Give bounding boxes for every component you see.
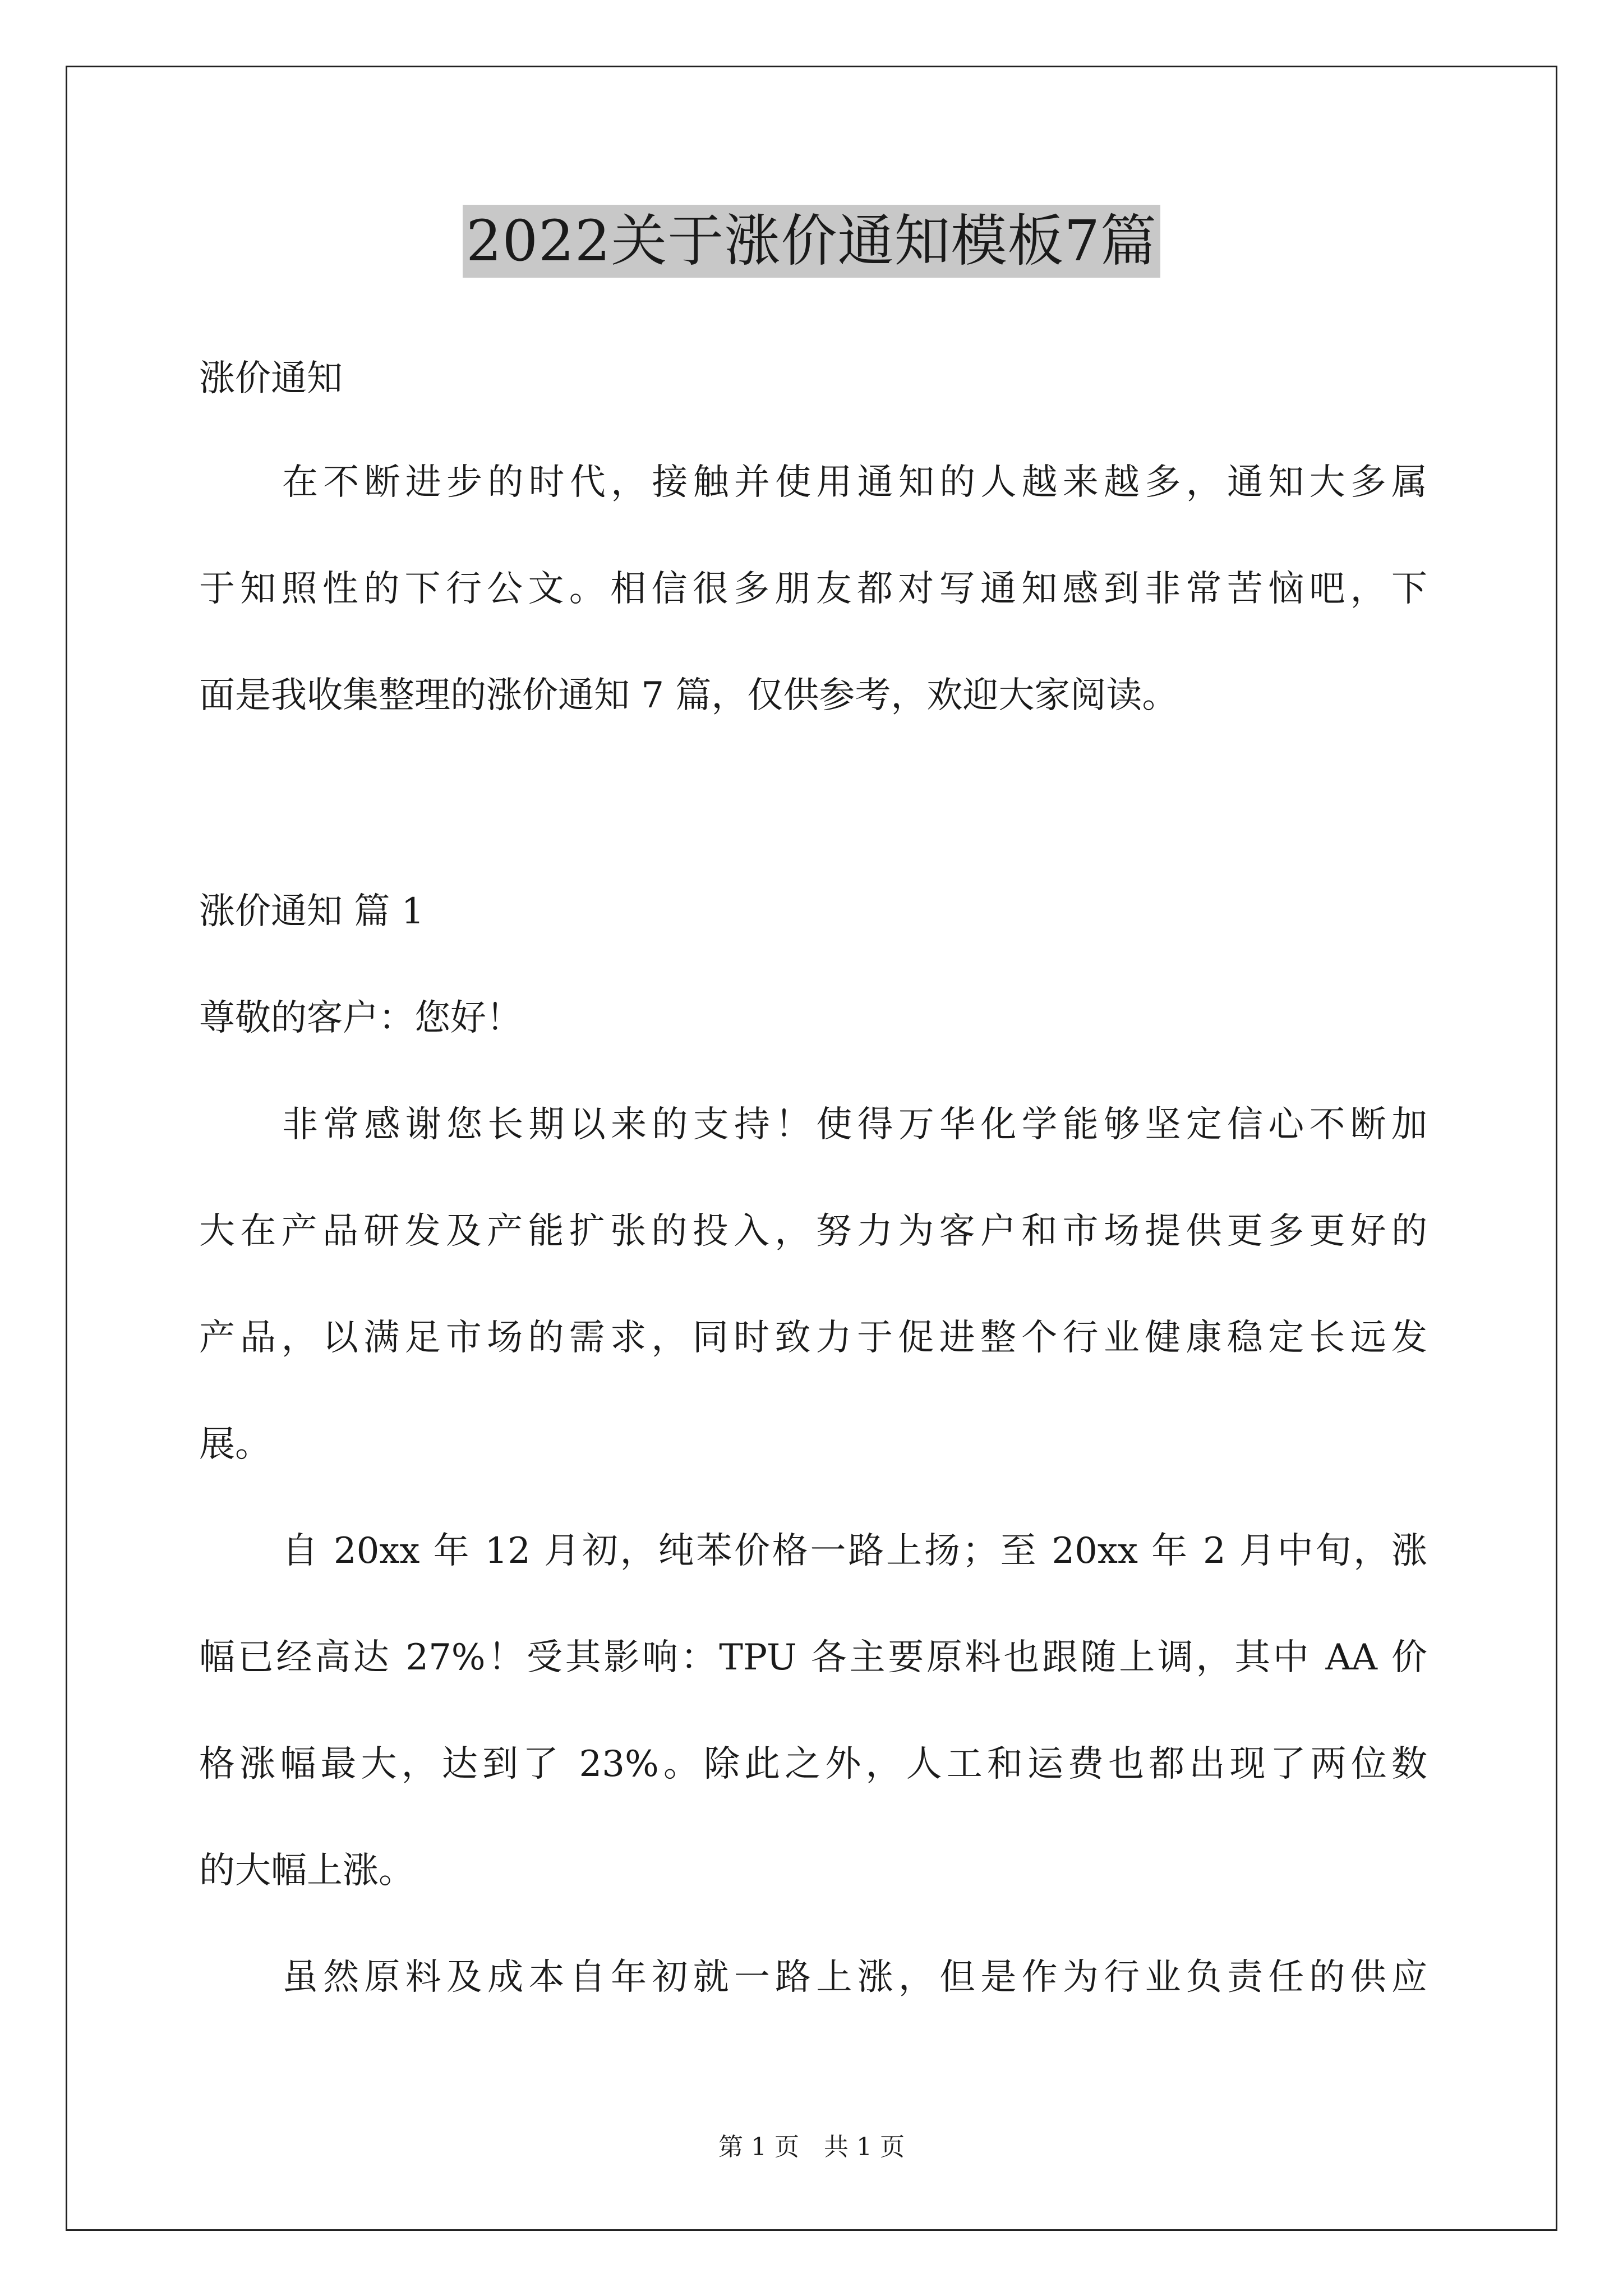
paragraph-line: 产品，以满足市场的需求，同时致力于促进整个行业健康稳定长远发 [199,1317,1427,1359]
heading: 涨价通知 [199,358,343,399]
paragraph-line: 格涨幅最大，达到了 23%。除此之外，人工和运费也都出现了两位数 [199,1743,1427,1785]
paragraph-line: 虽然原料及成本自年初就一路上涨，但是作为行业负责任的供应 [282,1957,1427,1998]
paragraph-line: 大在产品研发及产能扩张的投入，努力为客户和市场提供更多更好的 [199,1211,1427,1252]
section-heading: 涨价通知 篇 1 [199,891,425,932]
paragraph-line: 幅已经高达 27%！受其影响：TPU 各主要原料也跟随上调，其中 AA 价 [199,1637,1427,1678]
intro-line: 在不断进步的时代，接触并使用通知的人越来越多，通知大多属 [282,462,1427,503]
page-footer: 第 1 页 共 1 页 [718,2133,905,2161]
intro-line: 于知照性的下行公文。相信很多朋友都对写通知感到非常苦恼吧，下 [199,568,1427,610]
paragraph-line: 展。 [199,1424,271,1465]
paragraph-line: 自 20xx 年 12 月初，纯苯价格一路上扬；至 20xx 年 2 月中旬，涨 [282,1530,1427,1572]
title-container [0,205,1623,278]
paragraph-line: 的大幅上涨。 [199,1850,414,1892]
intro-line: 面是我收集整理的涨价通知 7 篇，仅供参考，欢迎大家阅读。 [199,675,1178,716]
document-title: 2022关于涨价通知模板7篇 [463,205,1160,278]
greeting: 尊敬的客户：您好！ [199,997,522,1039]
paragraph-line: 非常感谢您长期以来的支持！使得万华化学能够坚定信心不断加 [282,1104,1427,1145]
